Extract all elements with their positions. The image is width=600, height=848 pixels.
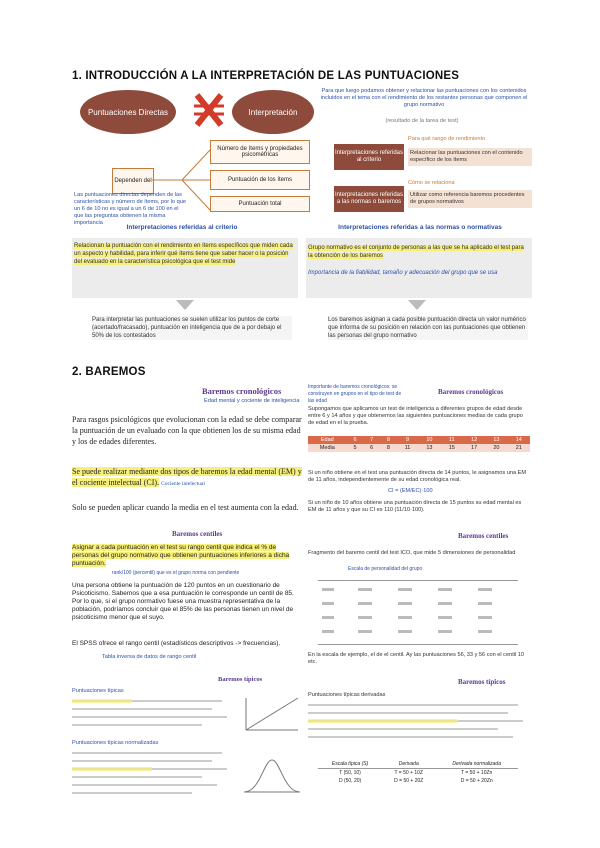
centiles-text3: El SPSS ofrece el rango centil (estadísticos descriptivos -> frecuencias).	[72, 640, 281, 647]
section1-title: 1. INTRODUCCIÓN A LA INTERPRETACIÓN DE LAS PUNTUACIONES	[72, 70, 460, 82]
crono-right-title: Baremos cronológicos	[438, 388, 504, 396]
crono-text2-note: Cociente intelectual	[161, 481, 205, 487]
centiles-right-note: Escala de personalidad del grupo	[348, 566, 423, 572]
section2-title: 2. BAREMOS	[72, 366, 146, 378]
crono-left-panel	[72, 384, 302, 524]
tipicos-left1: Puntuaciones típicas	[72, 688, 124, 694]
table-cell: Media	[319, 445, 335, 451]
tipicos-right-lines	[308, 702, 530, 750]
box-numero-items: Número de ítems y propiedades psicométricas	[210, 140, 310, 164]
crono-right-text2: Si un niño obtiene en el test una puntuación directa de 14 puntos, le asignamos una EM de 11 años, independientemente de su edad cronológica real.	[308, 470, 526, 483]
ellipse-puntuaciones-directas: Puntuaciones Directas	[80, 90, 176, 134]
intro-note: (resultado de la tarea de test)	[385, 118, 459, 124]
table-cell: 15	[448, 445, 455, 451]
crono-right-panel	[308, 384, 532, 524]
box-puntuacion-items: Puntuación de los ítems	[210, 170, 310, 190]
crono-note: Edad mental y cociente de inteligencia	[204, 398, 300, 404]
depends-box: Dependen del	[112, 168, 154, 194]
crono-title: Baremos cronológicos	[202, 386, 282, 396]
tipicos-title: Baremos típicos	[218, 676, 263, 683]
subsection-normas-title: Interpretaciones referidas a las normas o normativas	[338, 224, 502, 231]
centiles-note2: Tabla inversa de datos de rango centil	[102, 654, 197, 660]
centiles-table-placeholder	[318, 576, 518, 648]
centiles-title: Baremos centiles	[172, 530, 223, 538]
table-cell: 11	[404, 445, 411, 451]
table-row-edad	[308, 436, 530, 444]
formula: CI = (EM/EC)·100	[388, 488, 433, 494]
tipicos-left2: Puntuaciones típicas normalizadas	[72, 740, 159, 746]
centiles-note: rank/100 (percentil) que es el grupo norma con pendiente	[112, 570, 240, 576]
table-cell: T (50, 10)	[339, 770, 361, 776]
table-cell: D = 50 + 20Zn	[460, 778, 493, 784]
tipicos-right-sub: Puntuaciones típicas derivadas	[308, 692, 386, 698]
centiles-text1-content: Asignar a cada puntuación en el test su rango centil que indica el % de personas del grupo normativo que obtienen puntuaciones inferiores a dicha puntuación.	[72, 544, 290, 567]
centiles-left-panel	[72, 530, 302, 670]
table-cell: 6	[370, 445, 374, 451]
table-cell: 11	[448, 437, 455, 443]
table-header: Escala típica (S)	[331, 761, 369, 767]
left-arrow-icon	[176, 300, 194, 310]
right-arrow-icon	[408, 300, 426, 310]
left-text	[74, 242, 294, 266]
crono-text1: Para rasgos psicológicos que evolucionan con la edad se debe comparar la puntuación de un evaluado con la que obtienen los de su misma edad y los de edades diferentes.	[72, 415, 302, 446]
crit-label: Interpretaciones referidas al criterio	[334, 144, 404, 170]
table-cell: 8	[386, 437, 390, 443]
crono-text3: Solo se pueden aplicar cuando la media en el test aumenta con la edad.	[72, 503, 299, 512]
table-row	[318, 769, 518, 778]
intro-diagram	[72, 88, 532, 346]
table-cell: 14	[515, 437, 522, 443]
table-cell: 5	[353, 445, 357, 451]
centiles-text2: Una persona obtiene la puntuación de 120 puntos en un cuestionario de Psicoticismo. Sabemos que a esa puntuación le corresponde un centil de 85. Por lo que, si el grupo normativo fuese una muestra representativa de la población, podríamos concluir que el 85% de las personas tienen un nivel de psicoticismo menor que el suyo.	[72, 582, 294, 621]
tipicos-left-panel	[72, 676, 302, 826]
tipicos-right-panel	[308, 676, 532, 826]
table-cell: 9	[405, 437, 410, 443]
tipicos-left-lines2	[72, 750, 232, 810]
table-cell: 21	[515, 445, 522, 451]
centiles-right-text2: En la escala de ejemplo, el de el centil. Ay las puntuaciones 56, 33 y 56 con el centil 10 etc.	[308, 652, 525, 665]
crono-text2-content: Se puede realizar mediante dos tipos de baremos la edad mental (EM) y el cociente intelectual (CI).	[72, 467, 302, 487]
scatter-plot-icon	[242, 694, 302, 734]
centiles-text1	[72, 544, 302, 568]
table-cell: 7	[370, 437, 374, 443]
crono-right-note: Importante de baremos cronológicos: se construyen en grupos en el tipo de test de las edad	[308, 384, 402, 404]
note-left: Las puntuaciones directas dependen de las características y número de ítems, por lo que un 6 de 10 no es igual a un 6 de 100 en el que las preguntas obtienen la misma importancia	[74, 192, 186, 226]
centiles-right-text: Fragmento del baremo centil del test ICO, que mide 5 dimensiones de personalidad	[308, 550, 516, 556]
tipicos-left-lines1	[72, 698, 232, 734]
crono-table	[308, 436, 530, 452]
subsection-criterio-title: Interpretaciones referidas al criterio	[126, 224, 238, 231]
table-cell: 8	[386, 445, 390, 451]
tipicos-right-title: Baremos típicos	[458, 678, 506, 686]
table-header: Derivada	[398, 761, 419, 767]
tipicos-table	[318, 760, 518, 785]
intro-text: Para que luego podamos obtener y relacionar las puntuaciones con los contenidos incluidos en el tema con el rendimiento de los restantes personas que componen el grupo normativo	[320, 88, 528, 108]
table-cell: 13	[493, 437, 500, 443]
crono-text2	[72, 466, 302, 490]
crit-desc: Relacionar las puntuaciones con el contenido específico de los ítems	[408, 148, 532, 166]
table-cell: Edad	[320, 437, 334, 443]
right-text1-content: Grupo normativo es el conjunto de personas a las que se ha aplicado el test para la obtención de los baremos	[308, 245, 524, 259]
table-cell: D (50, 20)	[338, 778, 362, 784]
table-cell: D = 50 + 20Z	[394, 778, 424, 784]
crono-right-text: Supongamos que aplicamos un test de inteligencia a diferentes grupos de edad desde entre 6 y 14 años y que obtenemos las siguientes puntuaciones medias de cada grupo de edad en el la prueba.	[308, 406, 523, 426]
norm-note: Cómo se relaciona	[408, 180, 455, 186]
bottom-right: Los baremos asignan a cada posible puntuación directa un valor numérico que informa de su posición en relación con las puntuaciones que obtienen las personas del grupo normativo	[328, 316, 528, 340]
ellipse-interpretacion: Interpretación	[232, 90, 314, 134]
right-text1	[308, 244, 528, 260]
table-header: Derivada normalizada	[452, 761, 501, 767]
table-cell: 6	[353, 437, 357, 443]
table-cell: T = 50 + 10Zn	[461, 770, 493, 776]
crono-right-text3: Si un niño de 10 años obtiene una puntuación directa de 15 puntos su edad mental es EM de 11 años y que su CI es 110 (11/10·100).	[308, 500, 522, 513]
table-cell: 20	[493, 445, 500, 451]
normal-curve-icon	[242, 756, 302, 796]
table-cell: 10	[426, 437, 433, 443]
table-row-media	[308, 444, 530, 452]
bottom-left: Para interpretar las puntuaciones se suelen utilizar los puntos de corte (acertado/fracasado), puntuación en inteligencia que de a por debajo el 50% de los contestados	[92, 316, 292, 340]
cross-icon	[194, 92, 224, 128]
table-row	[318, 760, 518, 769]
table-row	[318, 777, 518, 785]
table-cell: 12	[471, 437, 478, 443]
left-text-content: Relacionan la puntuación con el rendimiento en ítems específicos que miden cada un aspecto y habilidad, para inferir qué ítems tiene que saber hacer o la posición del evaluado en la característica psicológica que el test mide	[74, 243, 293, 265]
right-text2: Importancia de la fiabilidad, tamaño y adecuación del grupo que se usa	[308, 270, 498, 276]
norm-label: Interpretaciones referidas a las normas o baremos	[334, 186, 404, 212]
table-cell: 17	[471, 445, 478, 451]
norm-desc: Utilizar como referencia baremos procedentes de grupos normativos	[408, 190, 532, 208]
centiles-right-panel	[308, 530, 532, 670]
box-puntuacion-total: Puntuación total	[210, 196, 310, 212]
table-cell: 13	[426, 445, 433, 451]
table-cell: T = 50 + 10Z	[394, 770, 423, 776]
crit-note: Para qué rango de rendimiento	[408, 136, 486, 142]
centiles-right-title: Baremos centiles	[458, 532, 509, 540]
